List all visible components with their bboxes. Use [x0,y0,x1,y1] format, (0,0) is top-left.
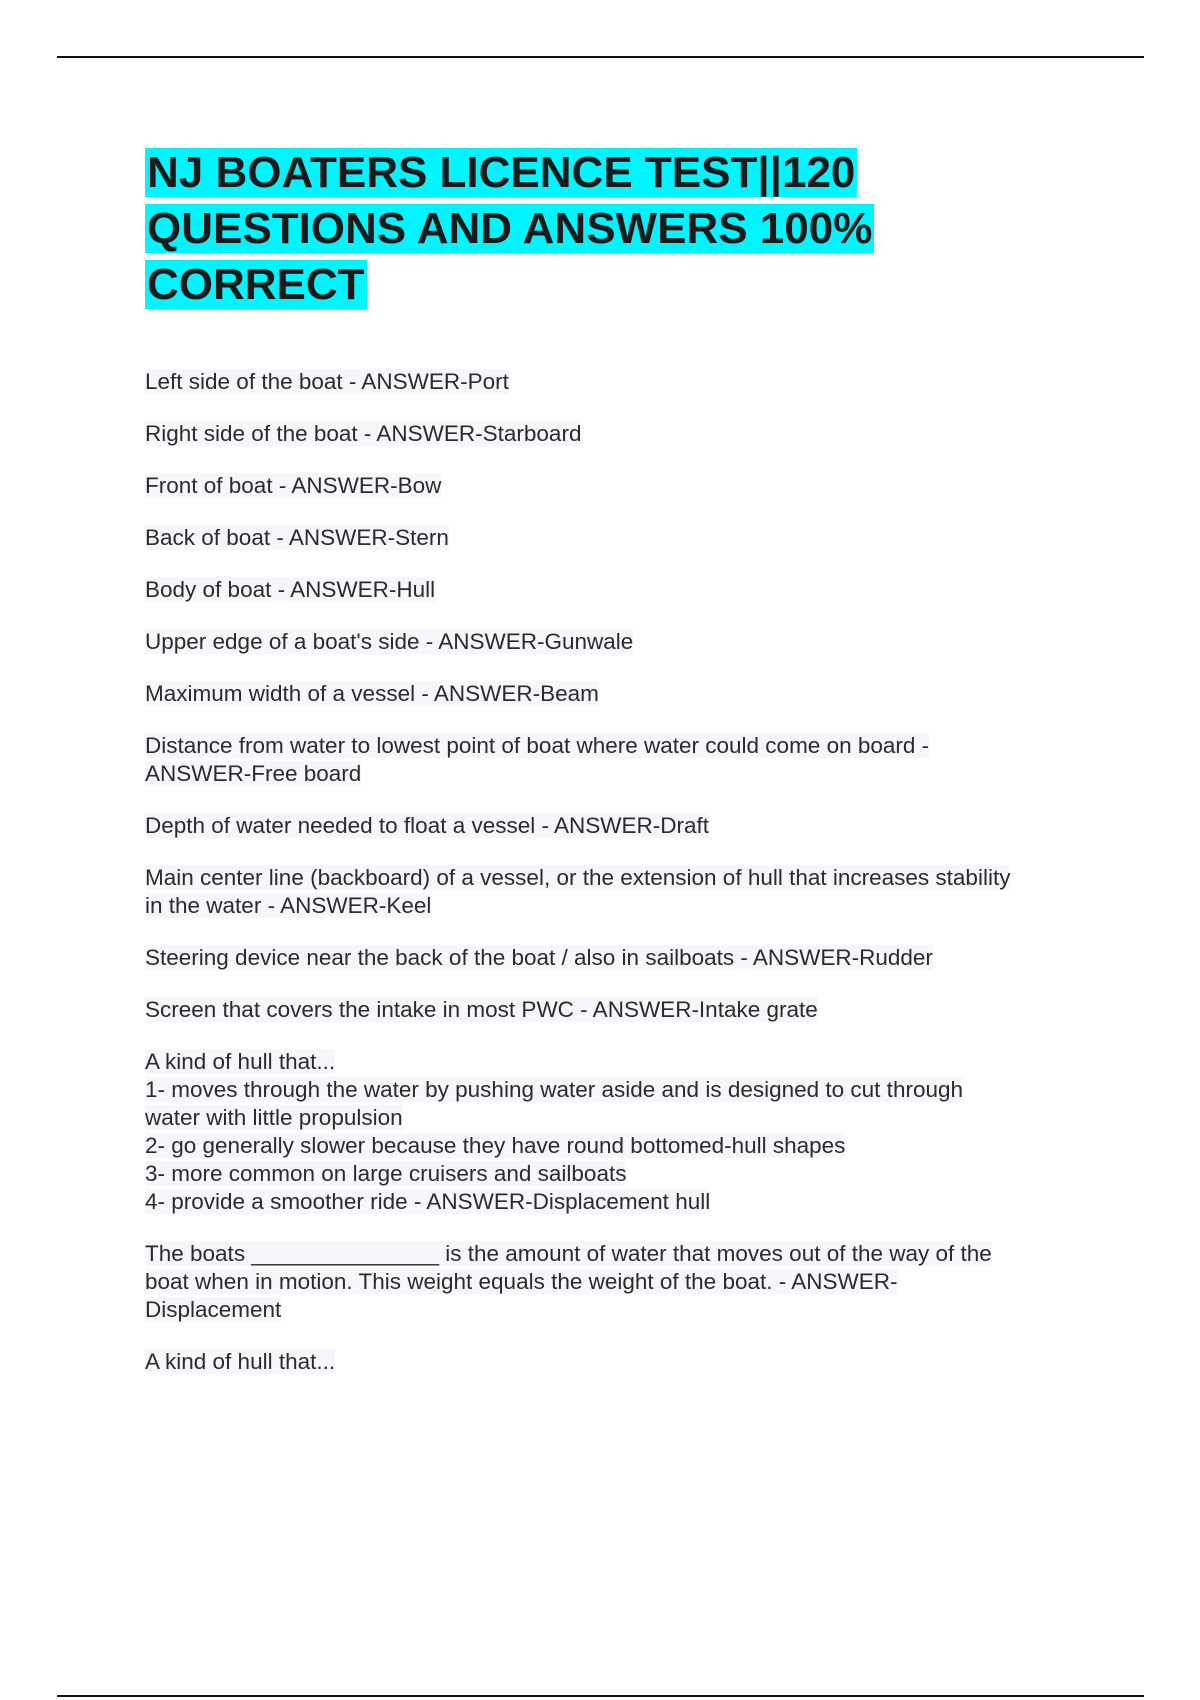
qa-entry [145,368,1085,396]
qa-line [145,760,1085,788]
qa-line [145,1348,1085,1376]
qa-line-text: water with little propulsion [145,1105,403,1130]
qa-entry [145,628,1085,656]
qa-entry [145,1048,1085,1216]
qa-entry [145,864,1085,920]
qa-entry [145,420,1085,448]
qa-entry [145,1240,1085,1324]
qa-line [145,628,1085,656]
qa-line-text: Displacement [145,1297,282,1322]
qa-line [145,368,1085,396]
qa-line [145,680,1085,708]
qa-line-text: The boats _______________ is the amount of water that moves out of the way of the [145,1241,992,1266]
qa-line [145,996,1085,1024]
qa-line-text: in the water - ANSWER-Keel [145,893,432,918]
qa-line [145,524,1085,552]
qa-line [145,1048,1085,1076]
qa-line [145,864,1085,892]
qa-line-text: boat when in motion. This weight equals the weight of the boat. - ANSWER- [145,1269,898,1294]
qa-line [145,944,1085,972]
qa-line-text: Left side of the boat - ANSWER-Port [145,369,509,394]
qa-line-text: Front of boat - ANSWER-Bow [145,473,442,498]
qa-line [145,1160,1085,1188]
qa-line-text: Main center line (backboard) of a vessel, or the extension of hull that increases stability [145,865,1011,890]
bottom-rule [57,1695,1144,1697]
qa-line [145,1188,1085,1216]
qa-line [145,1076,1085,1104]
qa-entry [145,732,1085,788]
qa-line-text: 3- more common on large cruisers and sailboats [145,1161,627,1186]
qa-line-text: Distance from water to lowest point of boat where water could come on board - [145,733,930,758]
qa-entry [145,680,1085,708]
document-title-text: NJ BOATERS LICENCE TEST||120 QUESTIONS AND ANSWERS 100% CORRECT [147,148,873,309]
qa-entry [145,1348,1085,1376]
qa-line-text: Screen that covers the intake in most PWC - ANSWER-Intake grate [145,997,818,1022]
qa-line [145,1132,1085,1160]
qa-line-text: Right side of the boat - ANSWER-Starboard [145,421,582,446]
qa-line-text: A kind of hull that... [145,1349,336,1374]
qa-line-text: ANSWER-Free board [145,761,362,786]
document-title [145,145,975,313]
qa-line-text: 4- provide a smoother ride - ANSWER-Displacement hull [145,1189,711,1214]
qa-line [145,576,1085,604]
qa-line [145,732,1085,760]
qa-list [145,368,1085,1376]
qa-line-text: Steering device near the back of the boat / also in sailboats - ANSWER-Rudder [145,945,933,970]
qa-line-text: Body of boat - ANSWER-Hull [145,577,436,602]
qa-line-text: 2- go generally slower because they have round bottomed-hull shapes [145,1133,846,1158]
qa-line [145,812,1085,840]
qa-line [145,1268,1085,1296]
qa-entry [145,944,1085,972]
qa-entry [145,524,1085,552]
qa-entry [145,576,1085,604]
top-rule [57,56,1144,58]
qa-line [145,1296,1085,1324]
qa-line [145,1240,1085,1268]
qa-entry [145,996,1085,1024]
qa-line-text: Depth of water needed to float a vessel - ANSWER-Draft [145,813,710,838]
qa-line-text: Maximum width of a vessel - ANSWER-Beam [145,681,599,706]
qa-line-text: Upper edge of a boat's side - ANSWER-Gunwale [145,629,634,654]
qa-entry [145,812,1085,840]
document-body [145,145,1085,1400]
qa-line-text: 1- moves through the water by pushing water aside and is designed to cut through [145,1077,963,1102]
qa-line [145,1104,1085,1132]
qa-line-text: A kind of hull that... [145,1049,336,1074]
qa-line [145,892,1085,920]
qa-line [145,420,1085,448]
qa-line [145,472,1085,500]
qa-line-text: Back of boat - ANSWER-Stern [145,525,449,550]
qa-entry [145,472,1085,500]
